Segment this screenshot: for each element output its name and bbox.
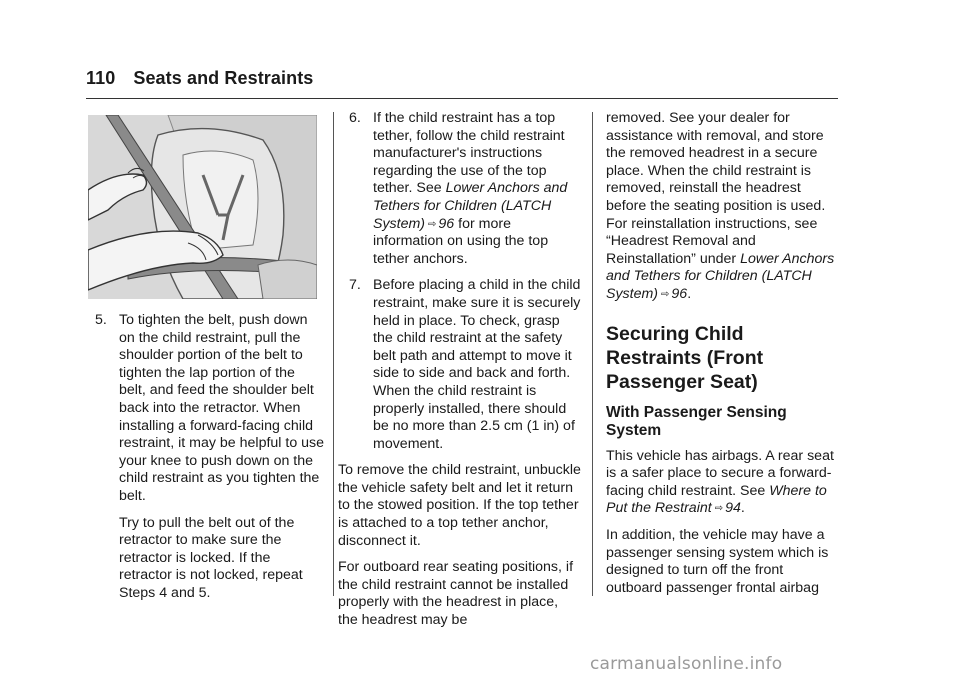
left-column bbox=[95, 312, 325, 612]
latch-link[interactable]: Lower Anchors and Tethers for Children (LATCH System) bbox=[373, 180, 568, 232]
column-divider-1 bbox=[333, 112, 334, 596]
sensing-paragraph: In addition, the vehicle may have a passenger sensing system which is designed to turn off the front outboard passenger frontal airbag bbox=[606, 526, 829, 596]
subsection-heading: With Passenger Sensing System bbox=[606, 403, 787, 439]
right-column bbox=[606, 110, 842, 606]
remove-paragraph: To remove the child restraint, unbuckle the vehicle safety belt and let it return to the stowed position. If the top tether is attached to a top tether anchor, disconnect it. bbox=[338, 462, 581, 549]
step-6-number: 6. bbox=[349, 110, 361, 126]
watermark: carmanualsonline.info bbox=[590, 654, 783, 674]
outboard-paragraph: For outboard rear seating positions, if the child restraint cannot be installed properly with the headrest in place, the headrest may be bbox=[338, 559, 574, 629]
section-heading: Securing Child Restraints (Front Passenger Seat) bbox=[606, 322, 764, 393]
child-seat-illustration-svg bbox=[88, 115, 317, 299]
header-rule bbox=[86, 98, 838, 99]
column-divider-2 bbox=[592, 112, 593, 596]
where-to-put-link[interactable]: Where to Put the Restraint bbox=[606, 482, 827, 517]
page-arrow-icon: ⇨ bbox=[661, 288, 670, 300]
step-6-text-b: for more information on using the top tether anchors. bbox=[373, 215, 549, 267]
latch-link-2[interactable]: Lower Anchors and Tethers for Children (LATCH System) bbox=[606, 250, 835, 302]
page-ref-94[interactable]: 94 bbox=[725, 500, 741, 517]
section-title: Seats and Restraints bbox=[133, 68, 314, 88]
continuation-paragraph: removed. See your dealer for assistance with removal, and store the removed headrest in a secure place. When the child restraint is removed, reinstall the headrest before the seating position is used. For reinstallation instructions, see “Headrest Removal and Reinstallation” under Lower Anchors and Tethers for Children (LATCH System) ⇨ 96. bbox=[606, 110, 835, 302]
page-ref-96-b[interactable]: 96 bbox=[671, 285, 688, 302]
step-5-note: Try to pull the belt out of the retractor to make sure the retractor is locked. If the retractor is not locked, repeat Steps 4 and 5. bbox=[119, 514, 303, 601]
page-number: 110 bbox=[86, 68, 116, 88]
continuation-text: removed. See your dealer for assistance with removal, and store the removed headrest in a secure place. When the child restraint is removed, reinstall the headrest before the seating position is used. For reinstallation instructions, see “Headrest Removal and Reinstallation” under bbox=[606, 110, 826, 267]
step-7 bbox=[349, 277, 581, 453]
step-7-number: 7. bbox=[349, 277, 361, 294]
step-7-text: Before placing a child in the child restraint, make sure it is securely held in place. To check, grasp the child restraint at the safety belt path and attempt to move it side to side and back and forth. When the child restraint is properly installed, there should be no more than 2.5 cm (1 in) of movement. bbox=[373, 277, 581, 452]
airbag-paragraph: This vehicle has airbags. A rear seat is a safer place to secure a forward-facing child restraint. See Where to Put the Restraint ⇨ 94. bbox=[606, 447, 834, 517]
step-6-text-a: If the child restraint has a top tether, follow the child restraint manufacturer's instructions regarding the use of the top tether. See bbox=[373, 110, 565, 197]
page-arrow-icon: ⇨ bbox=[428, 218, 437, 230]
step-5 bbox=[95, 312, 325, 506]
page-arrow-icon: ⇨ bbox=[714, 503, 724, 515]
airbag-text: This vehicle has airbags. A rear seat is a safer place to secure a forward-facing child restraint. See bbox=[606, 447, 834, 499]
middle-column bbox=[338, 110, 581, 639]
step-5-number: 5. bbox=[95, 312, 107, 328]
page-header bbox=[86, 68, 313, 89]
step-6 bbox=[349, 110, 581, 268]
step-5-text: To tighten the belt, push down on the child restraint, pull the shoulder portion of the belt to tighten the lap portion of the belt, and feed the shoulder belt back into the retractor. When installing a forward-facing child restraint, it may be helpful to use your knee to push down on the child restraint as you tighten the belt. bbox=[119, 312, 325, 504]
page-ref-96[interactable]: 96 bbox=[438, 215, 455, 232]
child-seat-illustration bbox=[88, 115, 317, 299]
